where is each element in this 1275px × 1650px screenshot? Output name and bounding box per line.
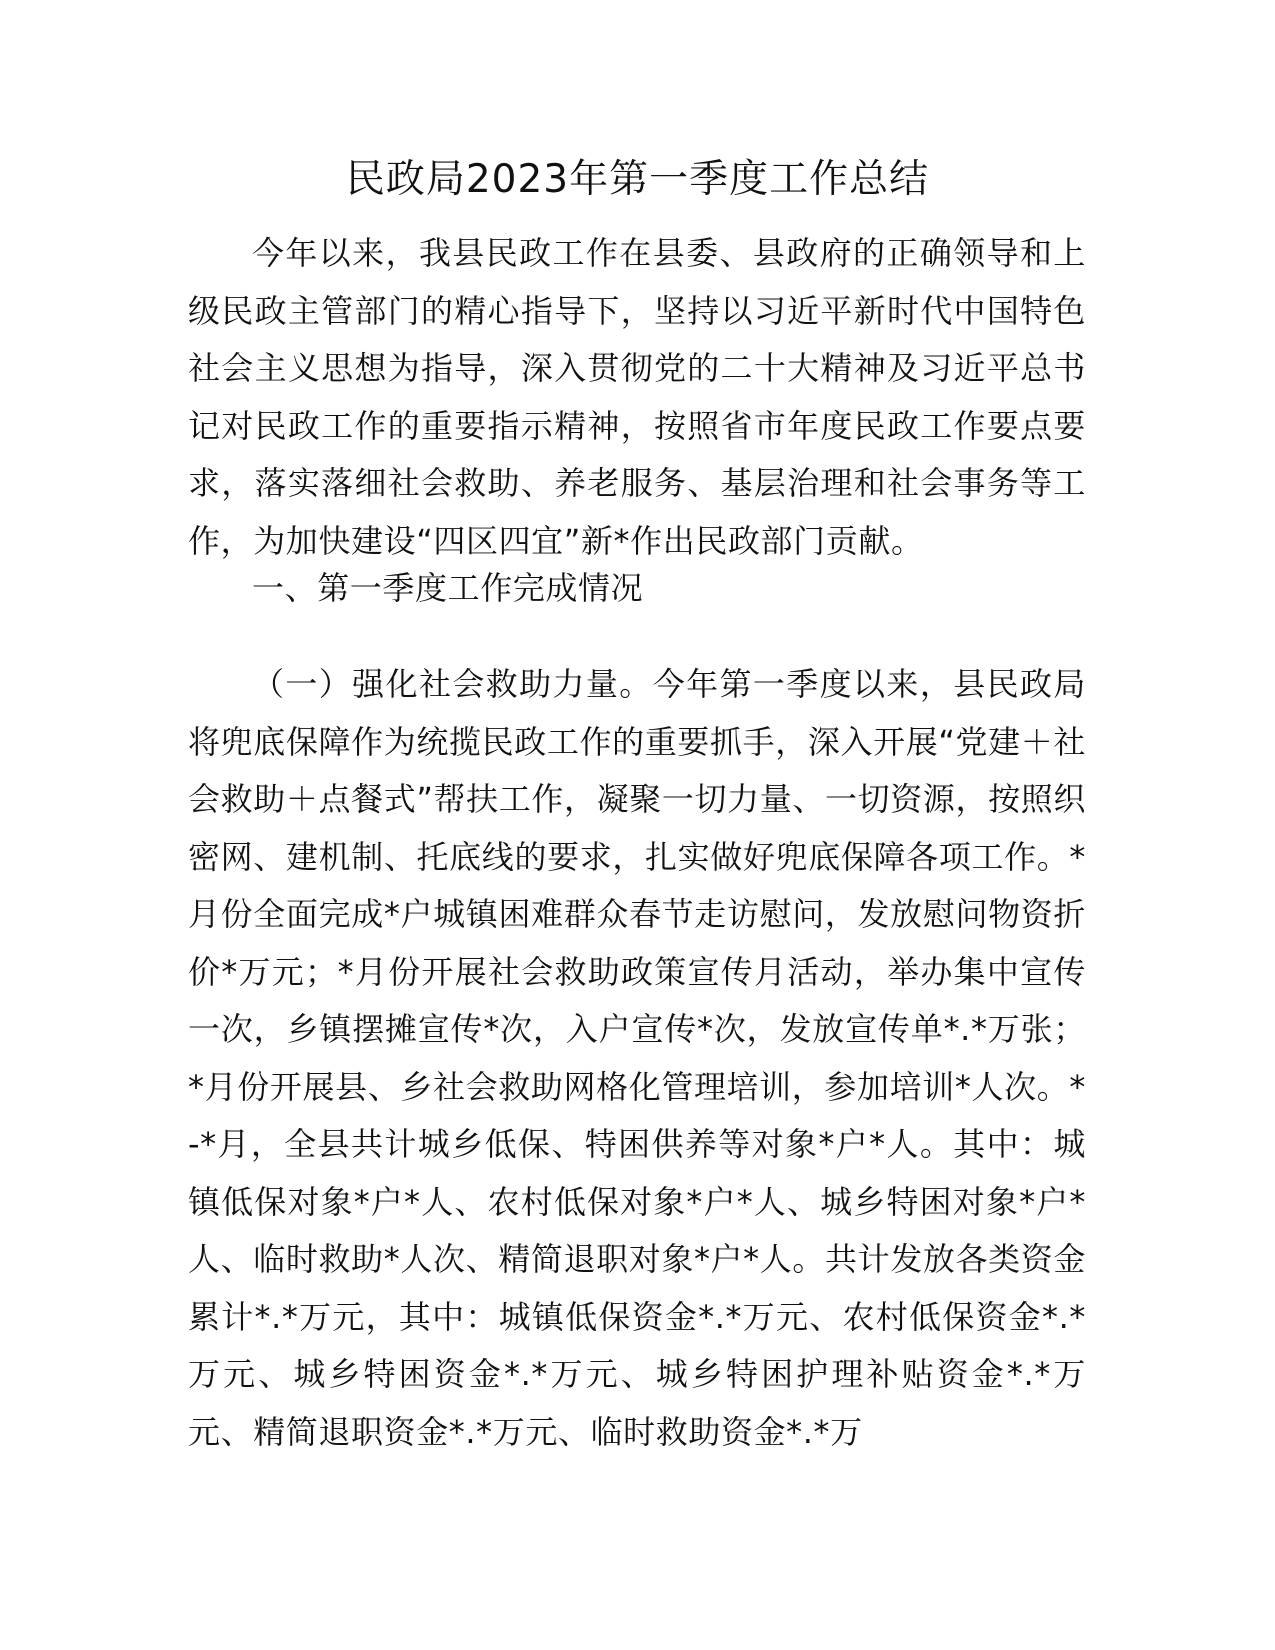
intro-paragraph: 今年以来，我县民政工作在县委、县政府的正确领导和上级民政主管部门的精心指导下，坚持以习近平新时代中国特色社会主义思想为指导，深入贯彻党的二十大精神及习近平总书记对民政工作的重要指示精神，按照省市年度民政工作要点要求，落实落细社会救助、养老服务、基层治理和社会事务等工作，为加快建设“四区四宜”新*作出民政部门贡献。 [188, 234, 1086, 560]
subsection-paragraph: （一）强化社会救助力量。今年第一季度以来，县民政局将兜底保障作为统揽民政工作的重要抓手，深入开展“党建＋社会救助＋点餐式”帮扶工作，凝聚一切力量、一切资源，按照织密网、建机制、托底线的要求，扎实做好兜底保障各项工作。*月份全面完成*户城镇困难群众春节走访慰问，发放慰问物资折价*万元；*月份开展社会救助政策宣传月活动，举办集中宣传一次，乡镇摆摊宣传*次，入户宣传*次，发放宣传单*.*万张；*月份开展县、乡社会救助网格化管理培训，参加培训*人次。*-*月，全县共计城乡低保、特困供养等对象*户*人。其中：城镇低保对象*户*人、农村低保对象*户*人、城乡特困对象*户*人、临时救助*人次、精简退职对象*户*人。共计发放各类资金累计*.*万元，其中：城镇低保资金*.*万元、农村低保资金*.*万元、城乡特困资金*.*万元、城乡特困护理补贴资金*.*万元、精简退职资金*.*万元、临时救助资金*.*万 [188, 665, 1086, 1451]
section-heading: 一、第一季度工作完成情况 [252, 569, 644, 607]
document-title: 民政局2023年第一季度工作总结 [345, 157, 930, 202]
